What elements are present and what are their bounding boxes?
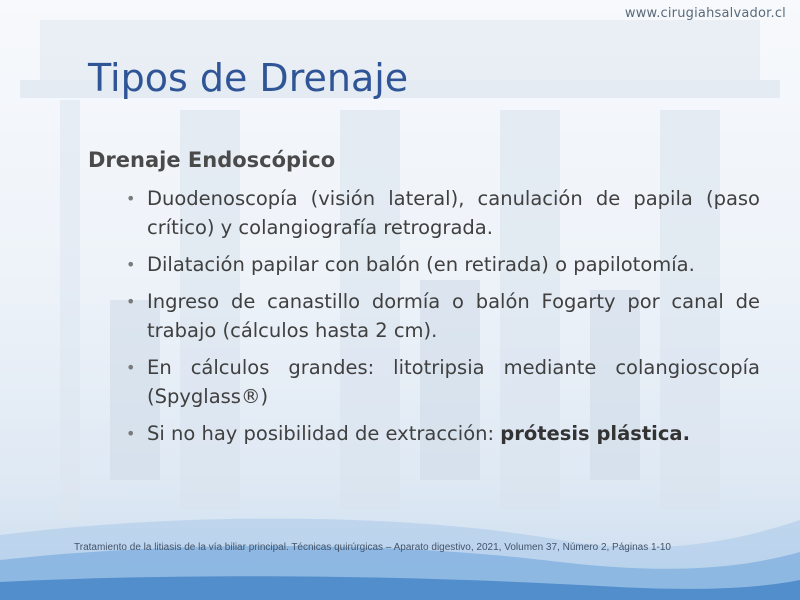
bullet-text: Ingreso de canastillo dormía o balón Fogarty por canal de trabajo (cálculos hasta 2 cm). [147,290,760,342]
bullet-list [126,184,760,456]
bullet-dot-icon: • [126,424,136,443]
bullet-item [126,184,760,242]
bullet-dot-icon: • [126,358,136,377]
slide-title: Tipos de Drenaje [88,56,409,100]
citation-footer: Tratamiento de la litiasis de la vía biliar principal. Técnicas quirúrgicas – Aparato digestivo, 2021, Volumen 37, Número 2, Páginas 1-10 [74,542,671,553]
section-heading: Drenaje Endoscópico [88,148,336,172]
bullet-dot-icon: • [126,255,136,274]
bullet-item [126,250,760,279]
bullet-text: En cálculos grandes: litotripsia mediante colangioscopía (Spyglass®) [147,356,760,408]
bullet-item [126,419,760,448]
site-url: www.cirugiahsalvador.cl [624,6,786,21]
bullet-dot-icon: • [126,292,136,311]
bullet-item [126,353,760,411]
bottom-wave-decoration [0,480,800,600]
bullet-text-prefix: Si no hay posibilidad de extracción: [147,422,501,445]
bullet-item [126,287,760,345]
bullet-text: Dilatación papilar con balón (en retirada) o papilotomía. [147,253,695,276]
bullet-dot-icon: • [126,189,136,208]
bullet-text-emphasis: prótesis plástica. [500,422,690,445]
bullet-text: Duodenoscopía (visión lateral), canulación de papila (paso crítico) y colangiografía retrograda. [147,187,760,239]
